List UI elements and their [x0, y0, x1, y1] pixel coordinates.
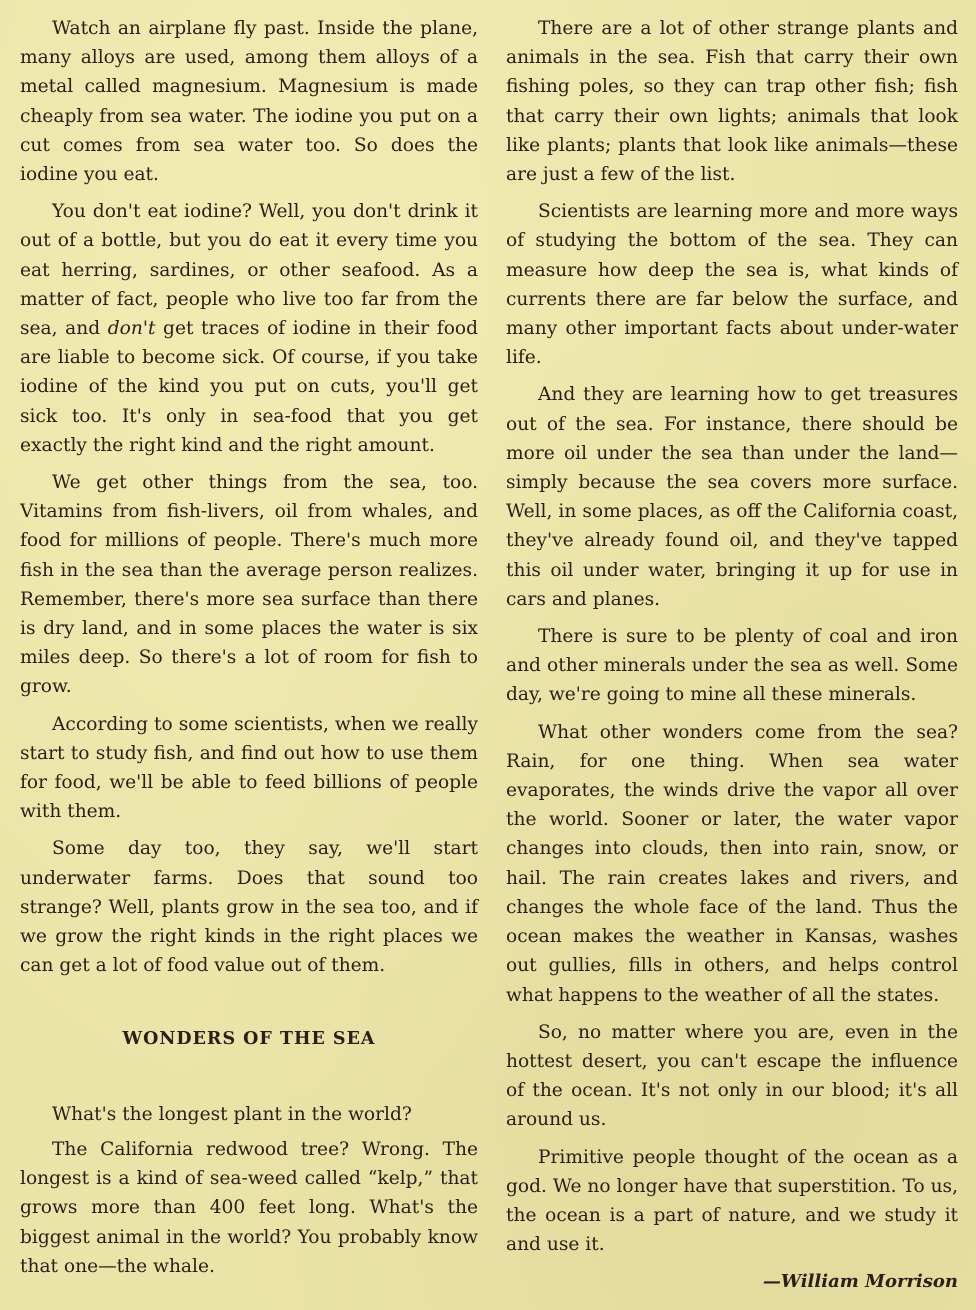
section-heading: WONDERS OF THE SEA — [122, 1028, 376, 1049]
paragraph-treasures-oil: And they are learning how to get treasures out of the sea. For instance, there should be more oil under the sea than under the land—simply because the sea covers more surface. Well, in some places, as off the California coast, they've already found oil, and they've tapped this oil under water, bringing it up for use in cars and planes. — [506, 384, 958, 610]
paragraph-underwater-farms: Some day too, they say, we'll start underwater farms. Does that sound too strange? Well, plants grow in the sea too, and if we grow the right kinds in the right places we can get a lot of food value out of them. — [20, 838, 478, 977]
paragraph-longest-plant-question: What's the longest plant in the world? — [52, 1103, 412, 1125]
paragraph-rain: What other wonders come from the sea? Rain, for one thing. When sea water evaporates, the winds drive the vapor all over the world. Sooner or later, the water vapor changes into clouds, then into rain, snow, or hail. The rain creates lakes and rivers, and changes the whole face of the land. Thus the ocean makes the weather in Kansas, washes out gullies, fills in others, and helps control what happens to the weather of all the states. — [506, 721, 958, 1006]
paragraph-studying-bottom: Scientists are learning more and more ways of studying the bottom of the sea. They can measure how deep the sea is, what kinds of currents there are far below the surface, and many other important facts about under-water life. — [506, 201, 958, 369]
paragraph-no-matter-where: So, no matter where you are, even in the hottest desert, you can't escape the influence of the ocean. It's not only in our blood; it's all around us. — [506, 1021, 958, 1131]
paragraph-iodine-part-2: get traces of iodine in their food are liable to become sick. Of course, if you take iodine of the kind you put on cuts, you'll get sick too. It's only in sea-food that you get exactly the right kind and the right amount. — [20, 318, 478, 456]
paragraph-kelp-whale: The California redwood tree? Wrong. The longest is a kind of sea-weed called “kelp,” that grows more than 400 feet long. What's the biggest animal in the world? You probably know that one—the whale. — [20, 1138, 478, 1277]
paragraph-iodine — [20, 197, 478, 460]
paragraph-strange-plants: There are a lot of other strange plants and animals in the sea. Fish that carry their own fishing poles, so they can trap other fish; fish that carry their own lights; animals that look like plants; plants that look like animals—these are just a few of the list. — [506, 18, 958, 186]
paragraph-scientists-fish: According to some scientists, when we really start to study fish, and find out how to use them for food, we'll be able to feed billions of people with them. — [20, 713, 478, 823]
left-column — [20, 14, 478, 1289]
emphasis-dont: don't — [107, 318, 156, 340]
paragraph-primitive-people: Primitive people thought of the ocean as a god. We no longer have that superstition. To us, the ocean is a part of nature, and we study it and use it. — [506, 1146, 958, 1256]
author-signature: —William Morrison — [762, 1271, 958, 1293]
paragraph-coal-iron: There is sure to be plenty of coal and iron and other minerals under the sea as well. Some day, we're going to mine all these minerals. — [506, 626, 958, 706]
paragraph-other-things: We get other things from the sea, too. Vitamins from fish-livers, oil from whales, and food for millions of people. There's much more fish in the sea than the average person realizes. Remember, there's more sea surface than there is dry land, and in some places the water is six miles deep. So there's a lot of room for fish to grow. — [20, 472, 478, 698]
paragraph-airplane-magnesium: Watch an airplane fly past. Inside the plane, many alloys are used, among them alloys of a metal called magnesium. Magnesium is made cheaply from sea water. The iodine you put on a cut comes from sea water too. So does the iodine you eat. — [20, 18, 478, 186]
right-column — [506, 14, 958, 1297]
paragraph-iodine-part-1: You don't eat iodine? Well, you don't drink it out of a bottle, but you do eat it every time you eat herring, sardines, or other seafood. As a matter of fact, people who live too far from the sea, and — [20, 201, 478, 340]
